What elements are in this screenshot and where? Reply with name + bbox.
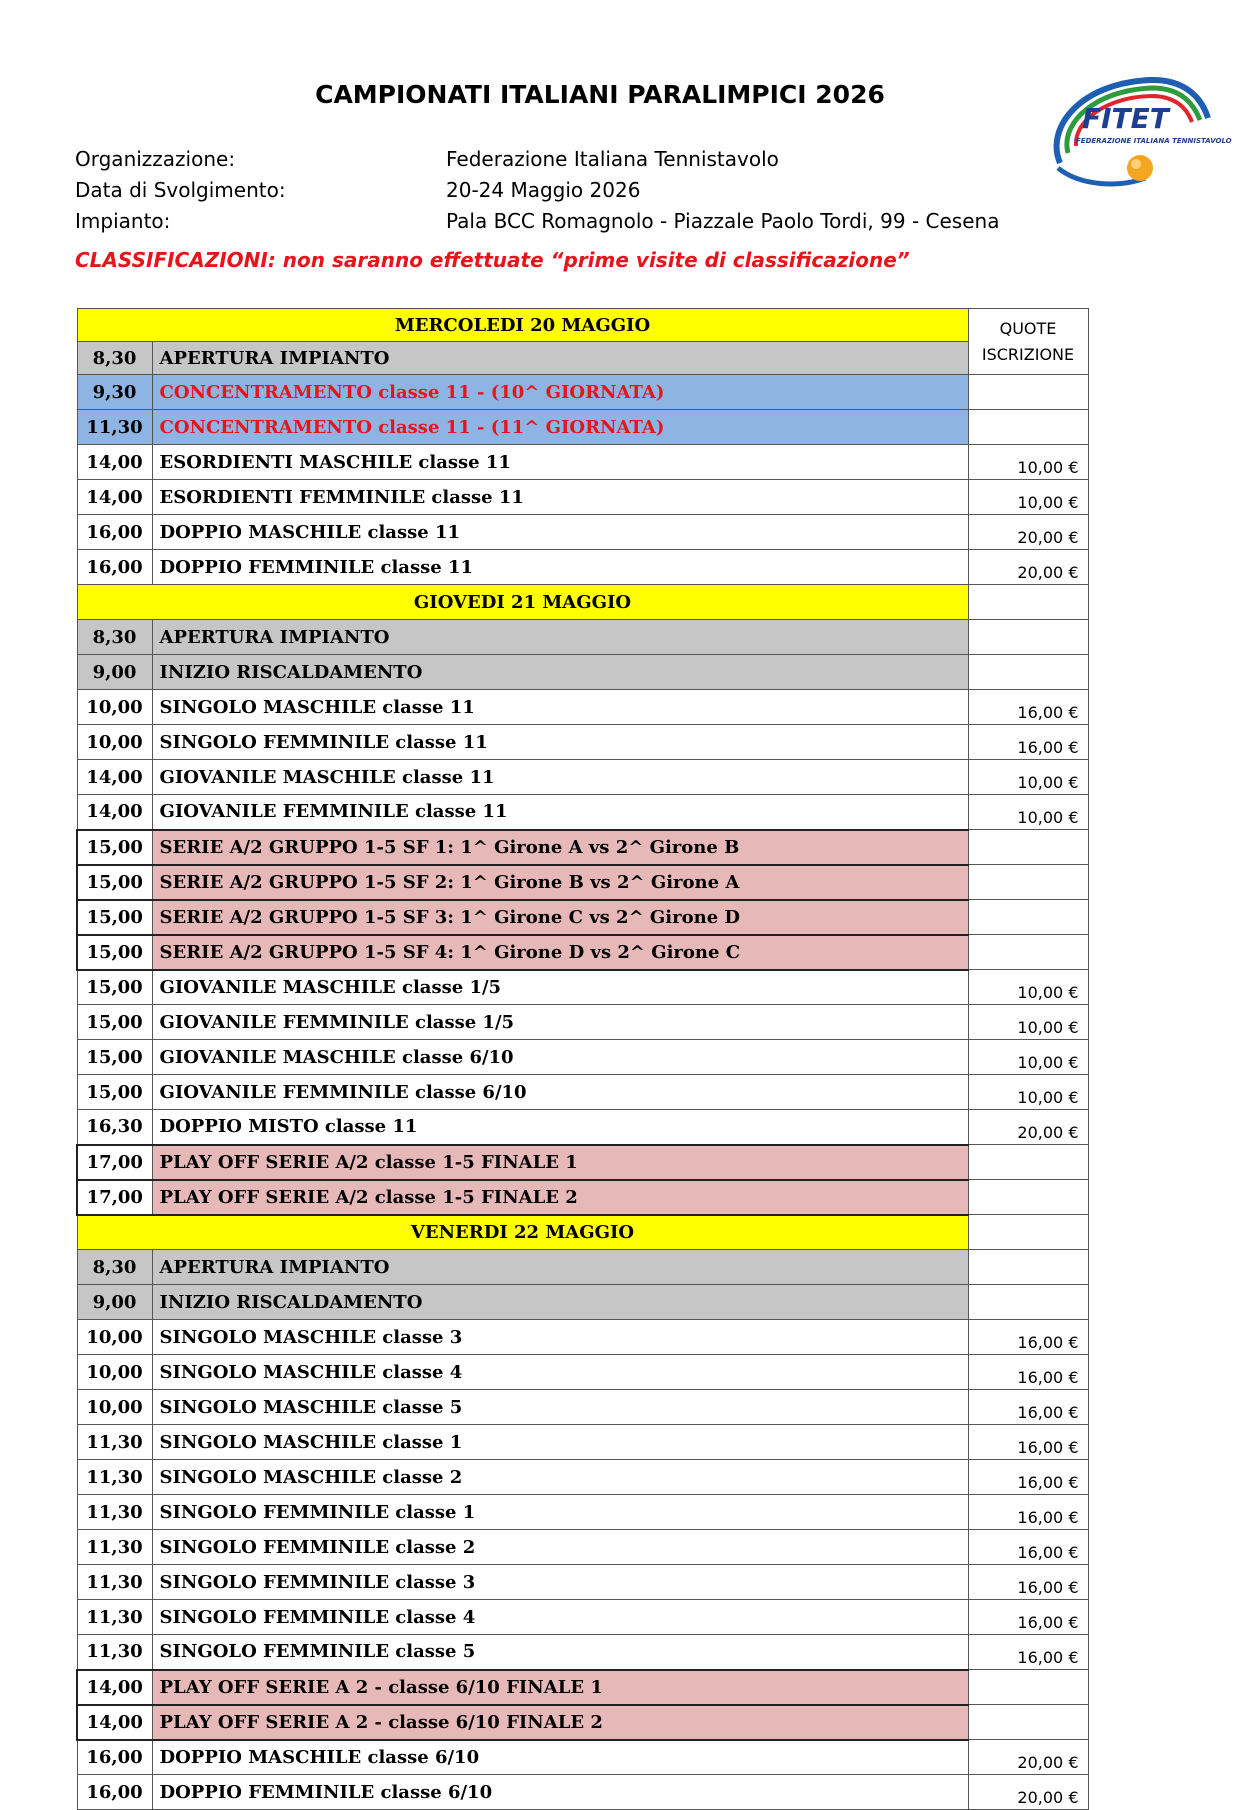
schedule-row: [77, 410, 1088, 445]
event-fee: 10,00 €: [968, 480, 1088, 515]
event-name: GIOVANILE MASCHILE classe 6/10: [152, 1040, 968, 1075]
event-time: 14,00: [77, 795, 152, 830]
event-name: ESORDIENTI MASCHILE classe 11: [152, 445, 968, 480]
event-name: GIOVANILE FEMMINILE classe 1/5: [152, 1005, 968, 1040]
event-name: DOPPIO MASCHILE classe 11: [152, 515, 968, 550]
event-time: 11,30: [77, 1425, 152, 1460]
event-name: SINGOLO MASCHILE classe 2: [152, 1460, 968, 1495]
schedule-row: [77, 1460, 1088, 1495]
event-time: 10,00: [77, 1355, 152, 1390]
event-fee: [968, 375, 1088, 410]
day-header-row: [77, 309, 1088, 342]
schedule-row: [77, 725, 1088, 760]
event-name: PLAY OFF SERIE A 2 - classe 6/10 FINALE 2: [152, 1705, 968, 1740]
event-name: ESORDIENTI FEMMINILE classe 11: [152, 480, 968, 515]
event-fee: 16,00 €: [968, 1495, 1088, 1530]
event-name: SINGOLO MASCHILE classe 3: [152, 1320, 968, 1355]
info-value: Federazione Italiana Tennistavolo: [446, 147, 779, 171]
event-time: 15,00: [77, 865, 152, 900]
event-name: APERTURA IMPIANTO: [152, 1250, 968, 1285]
event-name: APERTURA IMPIANTO: [152, 620, 968, 655]
event-time: 11,30: [77, 1565, 152, 1600]
event-fee: 10,00 €: [968, 970, 1088, 1005]
event-fee: 16,00 €: [968, 1355, 1088, 1390]
event-fee: [968, 1250, 1088, 1285]
event-time: 14,00: [77, 1705, 152, 1740]
schedule-row: [77, 515, 1088, 550]
event-fee: 16,00 €: [968, 1530, 1088, 1565]
event-fee: 20,00 €: [968, 550, 1088, 585]
event-time: 16,30: [77, 1110, 152, 1145]
schedule-table: [76, 308, 1089, 1810]
event-name: GIOVANILE MASCHILE classe 1/5: [152, 970, 968, 1005]
event-time: 16,00: [77, 1740, 152, 1775]
day-header: GIOVEDI 21 MAGGIO: [77, 585, 968, 620]
day-header: MERCOLEDI 20 MAGGIO: [77, 309, 968, 342]
event-time: 10,00: [77, 690, 152, 725]
schedule-row: [77, 1390, 1088, 1425]
event-fee: 10,00 €: [968, 445, 1088, 480]
event-fee: 20,00 €: [968, 1110, 1088, 1145]
event-name: CONCENTRAMENTO classe 11 - (10^ GIORNATA): [152, 375, 968, 410]
event-time: 16,00: [77, 515, 152, 550]
event-fee: [968, 1145, 1088, 1180]
schedule-row: [77, 1425, 1088, 1460]
event-fee: 10,00 €: [968, 1075, 1088, 1110]
event-time: 9,00: [77, 1285, 152, 1320]
event-name: SINGOLO FEMMINILE classe 1: [152, 1495, 968, 1530]
event-time: 8,30: [77, 1250, 152, 1285]
schedule-row: [77, 935, 1088, 970]
event-name: DOPPIO MASCHILE classe 6/10: [152, 1740, 968, 1775]
event-time: 9,00: [77, 655, 152, 690]
event-name: GIOVANILE FEMMINILE classe 11: [152, 795, 968, 830]
fee-cell: [968, 1215, 1088, 1250]
fee-column-header: [968, 309, 1088, 375]
event-name: GIOVANILE FEMMINILE classe 6/10: [152, 1075, 968, 1110]
event-fee: 20,00 €: [968, 1775, 1088, 1810]
fee-cell: [968, 585, 1088, 620]
event-time: 14,00: [77, 1670, 152, 1705]
schedule-row: [77, 1145, 1088, 1180]
event-name: SINGOLO FEMMINILE classe 3: [152, 1565, 968, 1600]
schedule-row: [77, 342, 1088, 375]
event-fee: 16,00 €: [968, 1460, 1088, 1495]
event-name: SINGOLO MASCHILE classe 11: [152, 690, 968, 725]
event-time: 15,00: [77, 830, 152, 865]
event-name: CONCENTRAMENTO classe 11 - (11^ GIORNATA): [152, 410, 968, 445]
event-fee: 20,00 €: [968, 515, 1088, 550]
event-time: 15,00: [77, 1075, 152, 1110]
event-time: 16,00: [77, 1775, 152, 1810]
schedule-row: [77, 1600, 1088, 1635]
event-time: 8,30: [77, 342, 152, 375]
event-time: 14,00: [77, 760, 152, 795]
schedule-row: [77, 1565, 1088, 1600]
logo-subtext: FEDERAZIONE ITALIANA TENNISTAVOLO: [1076, 137, 1232, 145]
day-header-row: [77, 585, 1088, 620]
event-time: 17,00: [77, 1180, 152, 1215]
info-label: Data di Svolgimento:: [75, 178, 286, 202]
event-fee: [968, 655, 1088, 690]
schedule-row: [77, 1355, 1088, 1390]
event-fee: 16,00 €: [968, 1390, 1088, 1425]
classification-notice: CLASSIFICAZIONI: non saranno effettuate “prime visite di classificazione”: [75, 248, 910, 272]
event-fee: [968, 830, 1088, 865]
event-time: 15,00: [77, 1040, 152, 1075]
event-fee: 16,00 €: [968, 1635, 1088, 1670]
schedule-row: [77, 865, 1088, 900]
event-fee: 10,00 €: [968, 1040, 1088, 1075]
event-fee: [968, 935, 1088, 970]
schedule-row: [77, 480, 1088, 515]
info-label: Impianto:: [75, 209, 171, 233]
fee-header-line: ISCRIZIONE: [981, 344, 1075, 364]
schedule-row: [77, 690, 1088, 725]
event-fee: [968, 410, 1088, 445]
schedule-row: [77, 1075, 1088, 1110]
schedule-row: [77, 1635, 1088, 1670]
event-name: SERIE A/2 GRUPPO 1-5 SF 1: 1^ Girone A vs 2^ Girone B: [152, 830, 968, 865]
schedule-row: [77, 1775, 1088, 1810]
event-time: 11,30: [77, 1495, 152, 1530]
schedule-row: [77, 1530, 1088, 1565]
event-time: 17,00: [77, 1145, 152, 1180]
event-time: 16,00: [77, 550, 152, 585]
schedule-row: [77, 900, 1088, 935]
event-fee: 20,00 €: [968, 1740, 1088, 1775]
event-time: 11,30: [77, 1530, 152, 1565]
event-time: 11,30: [77, 410, 152, 445]
event-fee: [968, 1670, 1088, 1705]
event-fee: 16,00 €: [968, 1565, 1088, 1600]
info-value: Pala BCC Romagnolo - Piazzale Paolo Tordi, 99 - Cesena: [446, 209, 1000, 233]
event-time: 15,00: [77, 970, 152, 1005]
schedule-row: [77, 1110, 1088, 1145]
event-name: SINGOLO MASCHILE classe 4: [152, 1355, 968, 1390]
schedule-row: [77, 760, 1088, 795]
schedule-row: [77, 1285, 1088, 1320]
event-fee: 16,00 €: [968, 725, 1088, 760]
event-time: 9,30: [77, 375, 152, 410]
event-fee: [968, 1180, 1088, 1215]
event-time: 10,00: [77, 1320, 152, 1355]
event-name: SINGOLO FEMMINILE classe 11: [152, 725, 968, 760]
event-name: INIZIO RISCALDAMENTO: [152, 1285, 968, 1320]
event-name: DOPPIO FEMMINILE classe 6/10: [152, 1775, 968, 1810]
event-name: PLAY OFF SERIE A/2 classe 1-5 FINALE 2: [152, 1180, 968, 1215]
event-name: DOPPIO MISTO classe 11: [152, 1110, 968, 1145]
schedule-row: [77, 445, 1088, 480]
schedule-row: [77, 1040, 1088, 1075]
schedule-row: [77, 830, 1088, 865]
event-fee: 16,00 €: [968, 1425, 1088, 1460]
fee-header-line: QUOTE: [999, 318, 1057, 338]
event-fee: [968, 900, 1088, 935]
event-fee: [968, 865, 1088, 900]
schedule-row: [77, 970, 1088, 1005]
event-name: SINGOLO FEMMINILE classe 2: [152, 1530, 968, 1565]
event-time: 11,30: [77, 1460, 152, 1495]
schedule-row: [77, 1740, 1088, 1775]
event-name: SINGOLO MASCHILE classe 5: [152, 1390, 968, 1425]
day-header: VENERDI 22 MAGGIO: [77, 1215, 968, 1250]
event-name: DOPPIO FEMMINILE classe 11: [152, 550, 968, 585]
schedule-row: [77, 1250, 1088, 1285]
event-time: 11,30: [77, 1600, 152, 1635]
logo-text: FITET: [1082, 102, 1169, 135]
page-title: CAMPIONATI ITALIANI PARALIMPICI 2026: [315, 80, 885, 109]
schedule-row: [77, 1320, 1088, 1355]
schedule-row: [77, 1005, 1088, 1040]
info-label: Organizzazione:: [75, 147, 236, 171]
event-time: 14,00: [77, 445, 152, 480]
event-fee: 16,00 €: [968, 1320, 1088, 1355]
event-fee: 16,00 €: [968, 1600, 1088, 1635]
event-time: 10,00: [77, 725, 152, 760]
schedule-row: [77, 795, 1088, 830]
event-fee: [968, 1705, 1088, 1740]
schedule-row: [77, 375, 1088, 410]
event-name: SINGOLO MASCHILE classe 1: [152, 1425, 968, 1460]
event-name: SINGOLO FEMMINILE classe 5: [152, 1635, 968, 1670]
event-time: 14,00: [77, 480, 152, 515]
schedule-row: [77, 550, 1088, 585]
event-time: 8,30: [77, 620, 152, 655]
schedule-row: [77, 620, 1088, 655]
event-time: 15,00: [77, 900, 152, 935]
schedule-row: [77, 1705, 1088, 1740]
event-name: PLAY OFF SERIE A 2 - classe 6/10 FINALE 1: [152, 1670, 968, 1705]
event-fee: 10,00 €: [968, 795, 1088, 830]
event-fee: 10,00 €: [968, 760, 1088, 795]
event-name: SERIE A/2 GRUPPO 1-5 SF 3: 1^ Girone C vs 2^ Girone D: [152, 900, 968, 935]
day-header-row: [77, 1215, 1088, 1250]
schedule-row: [77, 1495, 1088, 1530]
event-name: APERTURA IMPIANTO: [152, 342, 968, 375]
event-time: 11,30: [77, 1635, 152, 1670]
event-time: 15,00: [77, 935, 152, 970]
event-fee: [968, 620, 1088, 655]
schedule-row: [77, 1670, 1088, 1705]
event-name: PLAY OFF SERIE A/2 classe 1-5 FINALE 1: [152, 1145, 968, 1180]
schedule-row: [77, 655, 1088, 690]
event-time: 15,00: [77, 1005, 152, 1040]
event-time: 10,00: [77, 1390, 152, 1425]
event-name: INIZIO RISCALDAMENTO: [152, 655, 968, 690]
event-fee: [968, 1285, 1088, 1320]
event-fee: 10,00 €: [968, 1005, 1088, 1040]
fitet-logo-icon: [1040, 68, 1232, 188]
event-name: GIOVANILE MASCHILE classe 11: [152, 760, 968, 795]
event-fee: 16,00 €: [968, 690, 1088, 725]
event-name: SERIE A/2 GRUPPO 1-5 SF 2: 1^ Girone B vs 2^ Girone A: [152, 865, 968, 900]
info-value: 20-24 Maggio 2026: [446, 178, 641, 202]
event-name: SINGOLO FEMMINILE classe 4: [152, 1600, 968, 1635]
event-name: SERIE A/2 GRUPPO 1-5 SF 4: 1^ Girone D vs 2^ Girone C: [152, 935, 968, 970]
schedule-row: [77, 1180, 1088, 1215]
